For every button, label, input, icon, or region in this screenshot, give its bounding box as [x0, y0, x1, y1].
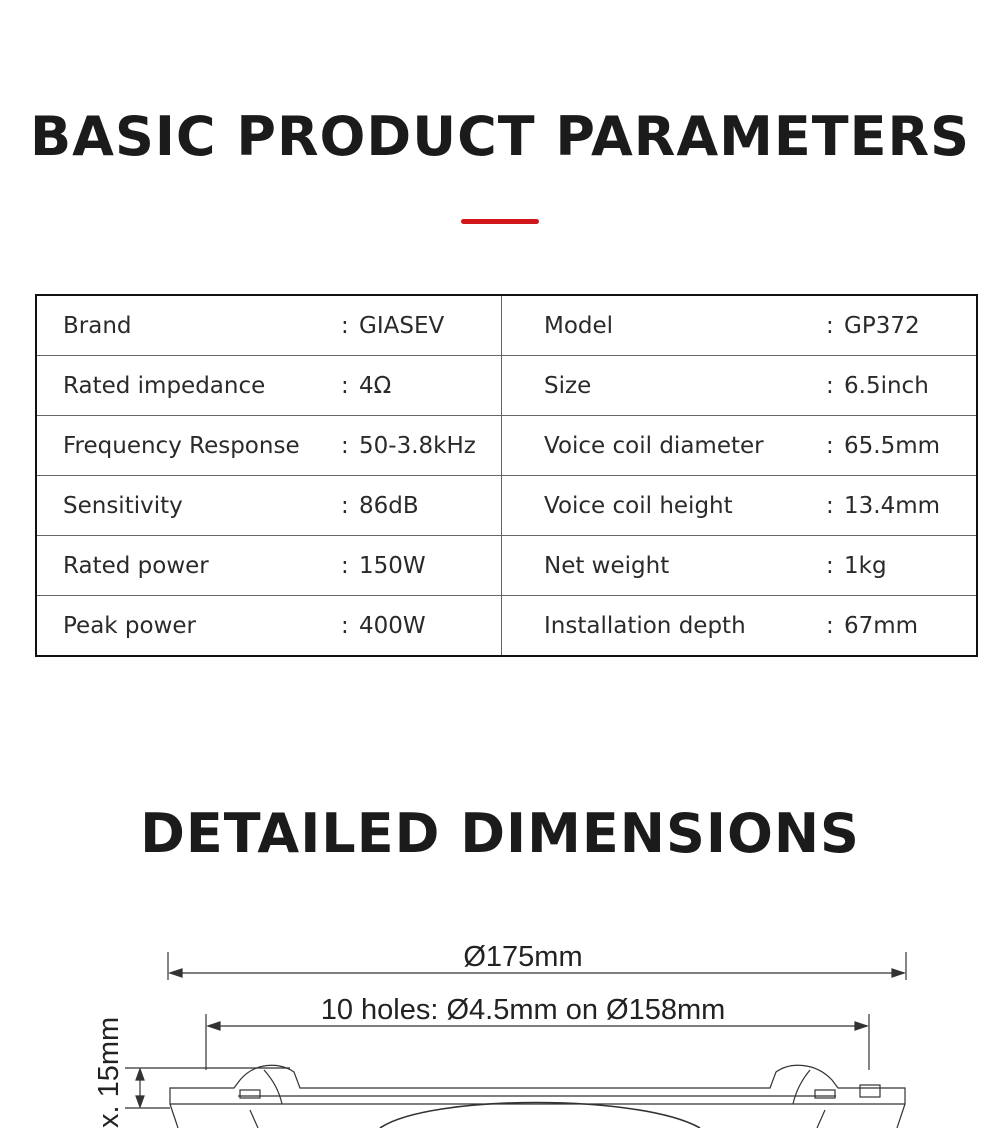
param-value [826, 476, 977, 536]
param-row [36, 536, 977, 596]
param-value [826, 356, 977, 416]
param-label: Sensitivity [36, 476, 341, 536]
param-separator: : [826, 312, 834, 339]
param-value-text: 65.5mm [844, 432, 941, 459]
param-value [826, 295, 977, 356]
param-value [826, 596, 977, 657]
param-value [341, 536, 502, 596]
speaker-dimension-drawing [0, 920, 1000, 1128]
holes-label: 10 holes: Ø4.5mm on Ø158mm [320, 994, 726, 1026]
param-value-text: 400W [359, 612, 426, 639]
param-value-text: GP372 [844, 312, 920, 339]
param-value-text: GIASEV [359, 312, 445, 339]
param-separator: : [341, 612, 349, 639]
param-separator: : [341, 372, 349, 399]
param-label: Size [502, 356, 827, 416]
param-label: Installation depth [502, 596, 827, 657]
outer-diameter-label: Ø175mm [463, 941, 583, 973]
param-value [341, 416, 502, 476]
param-value [826, 416, 977, 476]
param-value [341, 295, 502, 356]
param-row [36, 416, 977, 476]
param-separator: : [826, 372, 834, 399]
param-separator: : [826, 492, 834, 519]
param-label: Net weight [502, 536, 827, 596]
param-separator: : [341, 312, 349, 339]
param-separator: : [826, 432, 834, 459]
param-value-text: 4Ω [359, 372, 392, 399]
param-label: Voice coil diameter [502, 416, 827, 476]
dimensions-title: DETAILED DIMENSIONS [140, 802, 860, 865]
title-accent-bar [461, 219, 539, 224]
parameters-title: BASIC PRODUCT PARAMETERS [30, 105, 970, 168]
param-value [826, 536, 977, 596]
param-value-text: 13.4mm [844, 492, 941, 519]
param-label: Rated impedance [36, 356, 341, 416]
param-value [341, 356, 502, 416]
depth-label: x. 15mm [93, 1016, 125, 1128]
param-separator: : [826, 612, 834, 639]
param-label: Model [502, 295, 827, 356]
param-value-text: 67mm [844, 612, 919, 639]
parameters-table [35, 294, 978, 657]
param-separator: : [826, 552, 834, 579]
param-value-text: 150W [359, 552, 426, 579]
param-value-text: 6.5inch [844, 372, 929, 399]
param-value-text: 86dB [359, 492, 419, 519]
param-row [36, 356, 977, 416]
param-value [341, 476, 502, 536]
param-label: Frequency Response [36, 416, 341, 476]
param-row [36, 476, 977, 536]
param-label: Rated power [36, 536, 341, 596]
param-row [36, 295, 977, 356]
param-value-text: 50-3.8kHz [359, 432, 476, 459]
param-value [341, 596, 502, 657]
param-label: Voice coil height [502, 476, 827, 536]
param-label: Peak power [63, 612, 197, 639]
param-value-text: 1kg [844, 552, 887, 579]
param-separator: : [341, 492, 349, 519]
param-separator: : [341, 552, 349, 579]
param-separator: : [341, 432, 349, 459]
param-row [36, 596, 977, 657]
param-label: Brand [36, 295, 341, 356]
